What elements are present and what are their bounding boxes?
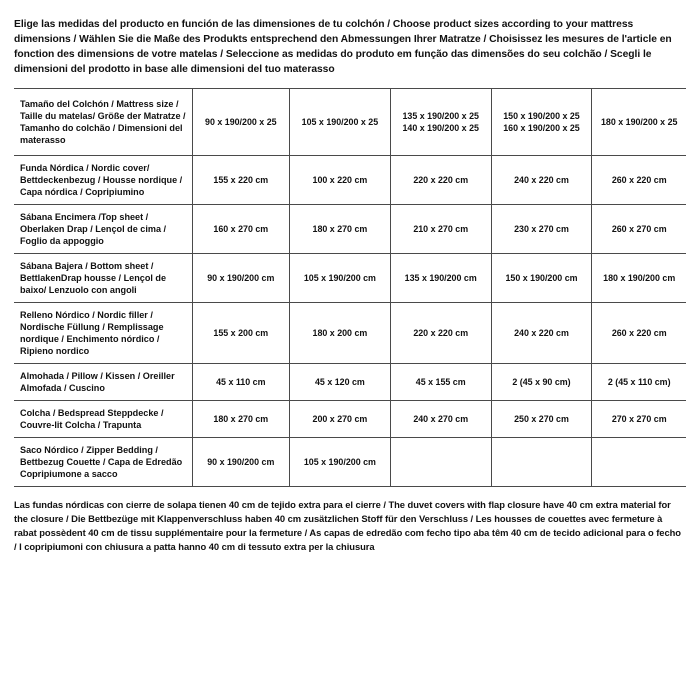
- row-value: 155 x 220 cm: [192, 155, 289, 204]
- row-value: 135 x 190/200 cm: [390, 253, 491, 302]
- row-value: [491, 437, 592, 486]
- row-value: 100 x 220 cm: [290, 155, 391, 204]
- header-col-2: 135 x 190/200 x 25 140 x 190/200 x 25: [390, 88, 491, 155]
- row-value: 260 x 220 cm: [592, 302, 686, 363]
- row-value: 105 x 190/200 cm: [290, 253, 391, 302]
- table-row: [14, 253, 686, 302]
- row-value: 105 x 190/200 cm: [290, 437, 391, 486]
- row-value: 150 x 190/200 cm: [491, 253, 592, 302]
- row-value: 180 x 270 cm: [290, 204, 391, 253]
- row-label: Almohada / Pillow / Kissen / Oreiller Almofada / Cuscino: [14, 363, 192, 400]
- table-row: [14, 363, 686, 400]
- row-value: 240 x 270 cm: [390, 400, 491, 437]
- row-value: 220 x 220 cm: [390, 302, 491, 363]
- header-label: Tamaño del Colchón / Mattress size / Taille du matelas/ Größe der Matratze / Tamanho do colchão / Dimensioni del materasso: [14, 88, 192, 155]
- row-value: 210 x 270 cm: [390, 204, 491, 253]
- table-header-row: [14, 88, 686, 155]
- row-value: 2 (45 x 90 cm): [491, 363, 592, 400]
- header-col-4: 180 x 190/200 x 25: [592, 88, 686, 155]
- row-value: 155 x 200 cm: [192, 302, 289, 363]
- table-row: [14, 437, 686, 486]
- row-value: 240 x 220 cm: [491, 302, 592, 363]
- row-value: 90 x 190/200 cm: [192, 437, 289, 486]
- row-value: 230 x 270 cm: [491, 204, 592, 253]
- row-value: 45 x 110 cm: [192, 363, 289, 400]
- row-label: Sábana Encimera /Top sheet / Oberlaken Drap / Lençol de cima / Foglio da appoggio: [14, 204, 192, 253]
- row-value: 160 x 270 cm: [192, 204, 289, 253]
- row-value: 45 x 155 cm: [390, 363, 491, 400]
- row-value: 260 x 270 cm: [592, 204, 686, 253]
- row-value: [592, 437, 686, 486]
- row-value: 90 x 190/200 cm: [192, 253, 289, 302]
- row-value: 180 x 190/200 cm: [592, 253, 686, 302]
- table-row: [14, 204, 686, 253]
- row-value: 45 x 120 cm: [290, 363, 391, 400]
- row-label: Relleno Nórdico / Nordic filler / Nordische Füllung / Remplissage nordique / Enchimento nórdico / Ripieno nordico: [14, 302, 192, 363]
- row-value: [390, 437, 491, 486]
- footer-note: Las fundas nórdicas con cierre de solapa tienen 40 cm de tejido extra para el cierre / The duvet covers with flap closure have 40 cm extra material for the closure / Die Bettbezüge mit Klappenverschluss haben 40 cm zusätzlichen Stoff für den Verschluss / Les housses de couettes avec fermeture à rabat possèdent 40 cm de tissu supplémentaire pour la fermeture / As capas de edredão com fecho tipo aba têm 40 cm de tecido adicional para o fecho / I copripiumoni con chiusura a patta hanno 40 cm di tessuto extra per la chiusura: [14, 498, 681, 553]
- size-table: [14, 88, 686, 487]
- row-value: 180 x 200 cm: [290, 302, 391, 363]
- row-value: 180 x 270 cm: [192, 400, 289, 437]
- row-value: 220 x 220 cm: [390, 155, 491, 204]
- header-col-1: 105 x 190/200 x 25: [290, 88, 391, 155]
- row-value: 270 x 270 cm: [592, 400, 686, 437]
- row-label: Funda Nórdica / Nordic cover/ Bettdeckenbezug / Housse nordique / Capa nórdica / Copripiumino: [14, 155, 192, 204]
- table-row: [14, 155, 686, 204]
- row-value: 2 (45 x 110 cm): [592, 363, 686, 400]
- table-row: [14, 302, 686, 363]
- row-value: 260 x 220 cm: [592, 155, 686, 204]
- row-value: 240 x 220 cm: [491, 155, 592, 204]
- row-value: 200 x 270 cm: [290, 400, 391, 437]
- header-col-0: 90 x 190/200 x 25: [192, 88, 289, 155]
- intro-text: Elige las medidas del producto en función de las dimensiones de tu colchón / Choose product sizes according to your mattress dimensions / Wählen Sie die Maße des Produkts entsprechend den Abmessungen Ihrer Matratze / Choisissez les mesures de l'article en fonction des dimensions de votre matelas / Seleccione as medidas do produto em função das dimensões do seu colchão / Scegli le dimensioni del prodotto in base alle dimensioni del tuo materasso: [14, 19, 672, 75]
- header-col-3: 150 x 190/200 x 25 160 x 190/200 x 25: [491, 88, 592, 155]
- row-label: Sábana Bajera / Bottom sheet / BettlakenDrap housse / Lençol de baixo/ Lenzuolo con angoli: [14, 253, 192, 302]
- table-row: [14, 400, 686, 437]
- row-value: 250 x 270 cm: [491, 400, 592, 437]
- row-label: Saco Nórdico / Zipper Bedding / Bettbezug Couette / Capa de Edredão Copripiumone a sacco: [14, 437, 192, 486]
- row-label: Colcha / Bedspread Steppdecke / Couvre-lit Colcha / Trapunta: [14, 400, 192, 437]
